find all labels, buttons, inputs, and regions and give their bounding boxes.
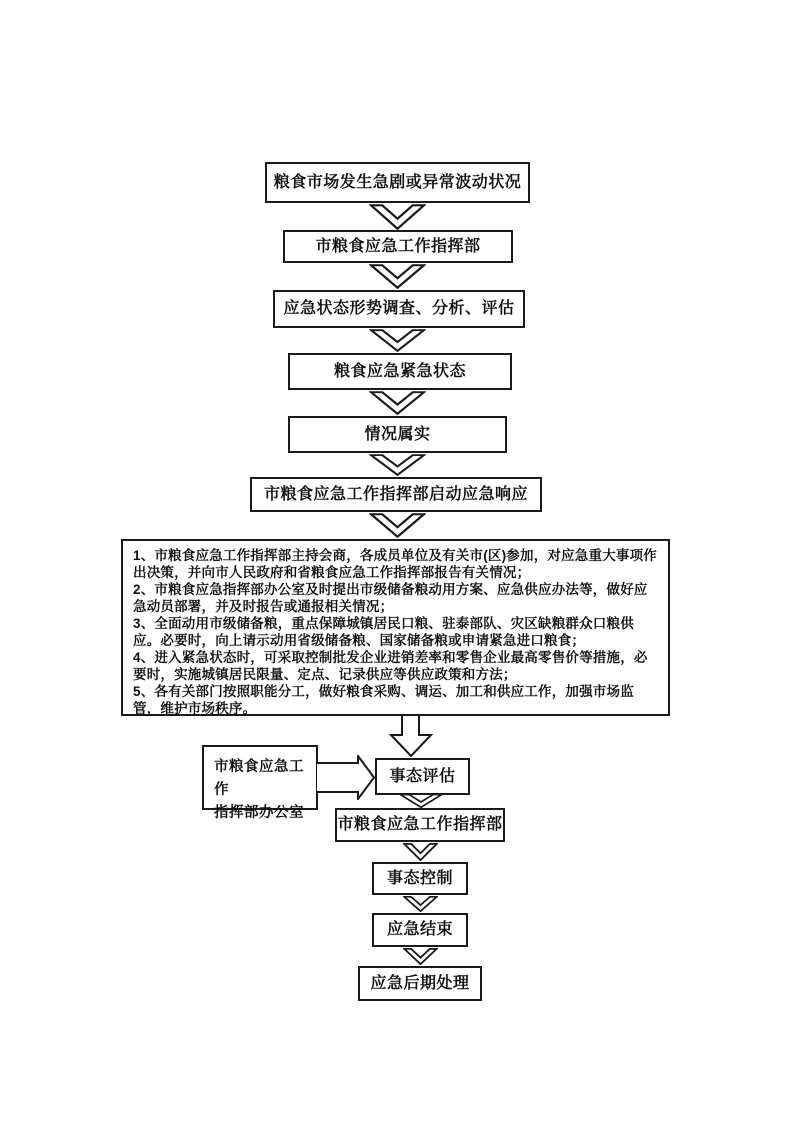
node-emergency-state-label: 粮食应急紧急状态 [333,362,466,380]
node-investigation [273,290,525,328]
measure-item-5: 5、各有关部门按照职能分工，做好粮食采购、调运、加工和供应工作，加强市场监管，维护市场秩序。 [133,684,634,716]
node-event-control [372,862,468,895]
node-hq-command-2 [335,808,505,842]
measure-item-4: 4、进入紧急状态时，可采取控制批发企业进销差率和零售企业最高零售价等措施，必要时，实施城镇居民限量、定点、记录供应等供应政策和方法； [133,650,648,682]
chevron-down-arrow-9 [403,896,438,912]
node-event-assessment-label: 事态评估 [389,767,456,785]
node-office-line2: 指挥部办公室 [214,805,304,821]
measure-item-3: 3、全面动用市级储备粮，重点保障城镇居民口粮、驻泰部队、灾区缺粮群众口粮供应。必要时，向上请示动用省级储备粮、国家储备粮或申请紧急进口粮食； [133,616,634,648]
node-start-response [250,477,542,512]
measures-box [121,539,670,716]
measure-item-1: 1、市粮食应急工作指挥部主持会商，各成员单位及有关市(区)参加，对应急重大事项作出决策，并向市人民政府和省粮食应急工作指挥部报告有关情况； [133,548,657,580]
node-event-control-label: 事态控制 [386,869,453,887]
measure-item-2: 2、市粮食应急指挥部办公室及时提出市级储备粮动用方案、应急供应办法等，做好应急动员部署，并及时报告或通报相关情况； [133,582,648,614]
chevron-down-arrow-7 [399,794,443,808]
node-office [202,745,318,821]
chevron-down-arrow-3 [369,329,426,352]
node-post-handling [358,966,482,1001]
chevron-down-arrow-5 [369,454,426,476]
block-right-arrow [317,755,375,800]
node-market-fluctuation-label: 粮食市场发生急剧或异常波动状况 [273,173,522,191]
chevron-down-arrow-2 [369,264,426,289]
node-market-fluctuation [265,162,530,203]
node-office-line1: 市粮食应急工作 [214,759,304,798]
chevron-down-arrow-1 [369,204,426,230]
node-response-end [372,913,468,947]
node-hq-command-label: 市粮食应急工作指挥部 [315,237,481,255]
node-hq-command [283,230,513,263]
chevron-down-arrow-4 [369,391,426,415]
node-hq-command-2-label: 市粮食应急工作指挥部 [337,816,503,834]
node-event-assessment [375,758,470,795]
node-post-handling-label: 应急后期处理 [370,974,470,992]
block-down-arrow [389,715,433,757]
node-emergency-state [288,353,512,390]
node-investigation-label: 应急状态形势调查、分析、评估 [283,300,515,318]
chevron-down-arrow-6 [369,513,426,538]
chevron-down-arrow-8 [403,843,438,861]
node-situation-verified [288,416,507,453]
node-response-end-label: 应急结束 [386,921,453,939]
node-situation-verified-label: 情况属实 [364,425,431,443]
chevron-down-arrow-10 [403,948,438,965]
node-start-response-label: 市粮食应急工作指挥部启动应急响应 [263,485,528,503]
